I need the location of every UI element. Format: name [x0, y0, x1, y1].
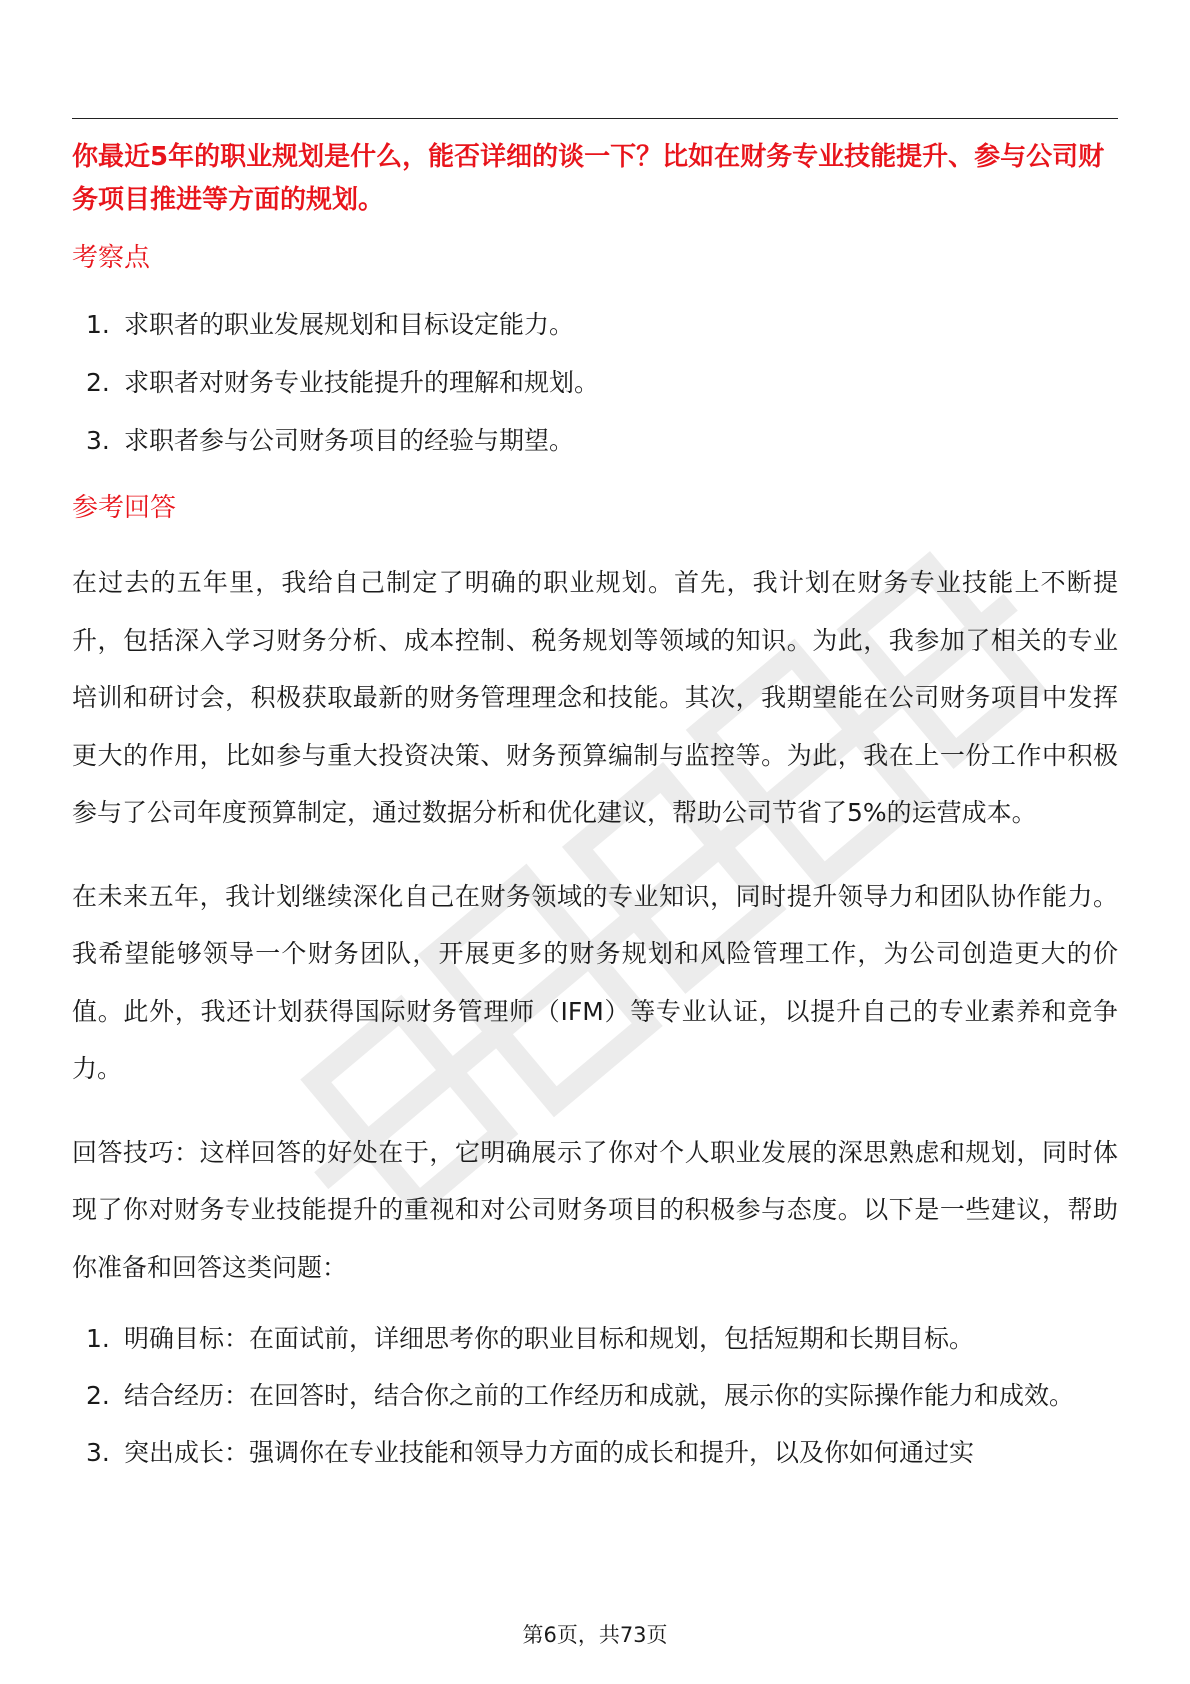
- points-title: 考察点: [72, 243, 151, 273]
- list-item-text: 结合经历：在回答时，结合你之前的工作经历和成就，展示你的实际操作能力和成效。: [124, 1381, 1075, 1410]
- list-item-text: 明确目标：在面试前，详细思考你的职业目标和规划，包括短期和长期目标。: [124, 1324, 975, 1353]
- list-item-text: 求职者参与公司财务项目的经验与期望。: [124, 426, 575, 455]
- answer-paragraph: 在未来五年，我计划继续深化自己在财务领域的专业知识，同时提升领导力和团队协作能力。我希望能够领导一个财务团队，开展更多的财务规划和风险管理工作，为公司创造更大的价值。此外，我还计划获得国际财务管理师（IFM）等专业认证，以提升自己的专业素养和竞争力。: [72, 881, 1118, 1083]
- list-number: 2.: [86, 368, 110, 397]
- tips-list: [72, 1310, 1118, 1481]
- top-rule: [72, 118, 1118, 119]
- list-number: 3.: [86, 1438, 110, 1467]
- points-list: [72, 296, 1118, 470]
- answer-tips-paragraph: 回答技巧：这样回答的好处在于，它明确展示了你对个人职业发展的深思熟虑和规划，同时体现了你对财务专业技能提升的重视和对公司财务项目的积极参与态度。以下是一些建议，帮助你准备和回答这类问题：: [72, 1137, 1118, 1282]
- list-item-text: 求职者的职业发展规划和目标设定能力。: [124, 310, 575, 339]
- list-number: 3.: [86, 426, 110, 455]
- list-item-text: 突出成长：强调你在专业技能和领导力方面的成长和提升，以及你如何通过实: [124, 1438, 975, 1467]
- list-number: 1.: [86, 310, 110, 339]
- list-item: [72, 1424, 1118, 1481]
- list-item: [72, 354, 1118, 412]
- list-item: [72, 1310, 1118, 1367]
- answer-title: 参考回答: [72, 493, 177, 523]
- list-number: 2.: [86, 1381, 110, 1410]
- question-heading: 你最近5年的职业规划是什么，能否详细的谈一下？比如在财务专业技能提升、参与公司财务项目推进等方面的规划。: [72, 142, 1105, 215]
- list-number: 1.: [86, 1324, 110, 1353]
- list-item-text: 求职者对财务专业技能提升的理解和规划。: [124, 368, 600, 397]
- list-item: [72, 1367, 1118, 1424]
- list-item: [72, 412, 1118, 470]
- answer-paragraph: 在过去的五年里，我给自己制定了明确的职业规划。首先，我计划在财务专业技能上不断提升，包括深入学习财务分析、成本控制、税务规划等领域的知识。为此，我参加了相关的专业培训和研讨会，积极获取最新的财务管理理念和技能。其次，我期望能在公司财务项目中发挥更大的作用，比如参与重大投资决策、财务预算编制与监控等。为此，我在上一份工作中积极参与了公司年度预算制定，通过数据分析和优化建议，帮助公司节省了5%的运营成本。: [72, 568, 1118, 827]
- content: [72, 136, 1118, 1481]
- list-item: [72, 296, 1118, 354]
- page-footer: 第6页，共73页: [522, 1623, 668, 1647]
